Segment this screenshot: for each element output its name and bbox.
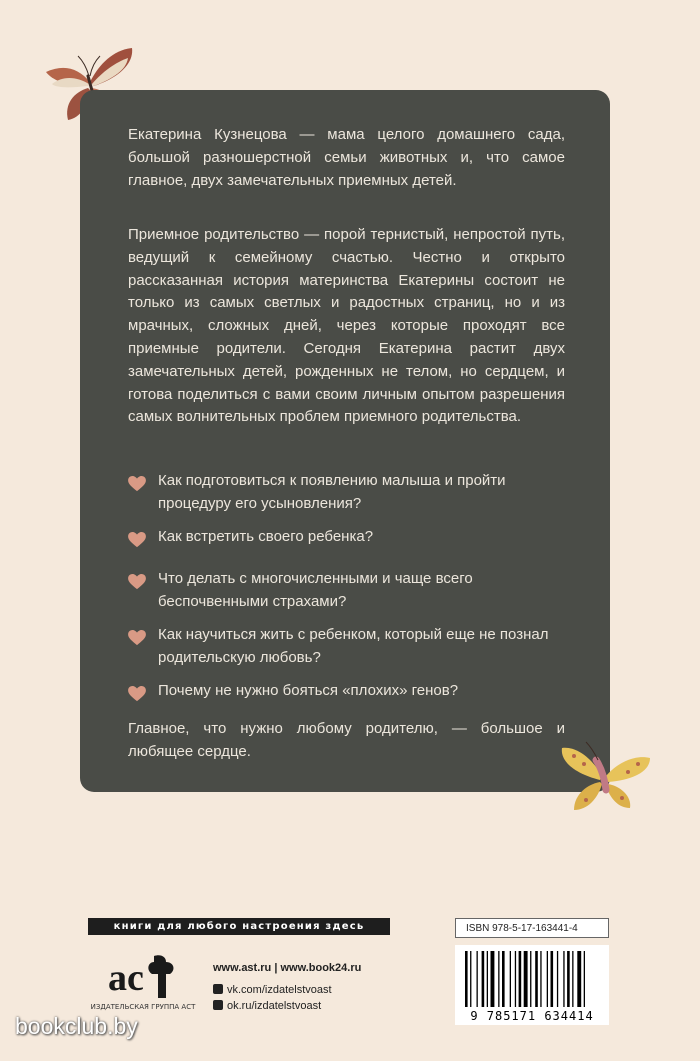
watermark: bookclub.by (15, 1013, 138, 1039)
barcode-bar (502, 951, 505, 1007)
yellow-butterfly-icon (558, 740, 654, 814)
sites-link[interactable]: www.ast.ru | www.book24.ru (213, 962, 362, 974)
barcode-bar (530, 951, 531, 1007)
barcode-bar (557, 951, 558, 1007)
intro-paragraph-2: Приемное родительство — порой тернистый, непростой путь, ведущий к семейному счастью. Честно и открыто рассказанная история материнства Екатерины состоит не только из самых светлых и радостных страниц, но и из мрачных, сложных дней, через которые проходят все приемные родители. Сегодня Екатерина растит двух замечательных детей, рожденных не телом, но сердцем, и готова поделиться с вами своим личным опытом разрешения самых волнительных проблем приемного родительства. (128, 226, 565, 426)
barcode-bar (510, 951, 511, 1007)
heart-icon (128, 532, 146, 548)
heart-icon (128, 574, 146, 590)
barcode-bar (572, 951, 573, 1007)
question-item (128, 624, 568, 670)
ok-link-text: ok.ru/izdatelstvoast (227, 1000, 322, 1012)
barcode-bar (465, 951, 468, 1007)
barcode-bar (470, 951, 471, 1007)
barcode-bar (515, 951, 516, 1007)
question-item (128, 470, 568, 516)
question-item (128, 568, 568, 614)
barcode-bar (535, 951, 538, 1007)
question-text: Почему не нужно бояться «плохих» генов? (158, 682, 459, 699)
publisher-caption: ИЗДАТЕЛЬСКАЯ ГРУППА АСТ (90, 1003, 196, 1011)
question-item (128, 526, 568, 549)
svg-text:ac: ac (108, 957, 144, 999)
barcode-bar (519, 951, 522, 1007)
isbn-label: ISBN 978-5-17-163441-4 (455, 918, 609, 938)
barcode-bar (487, 951, 488, 1007)
barcode-bar (547, 951, 548, 1007)
barcode-digits: 9 785171 634414 (470, 1009, 594, 1023)
heart-icon (128, 476, 146, 492)
question-text: Как подготовиться к появлению малыша и пройти процедуру его усыновления? (158, 472, 506, 512)
barcode-bar (551, 951, 554, 1007)
question-item (128, 680, 568, 703)
ok-icon (213, 1000, 223, 1010)
barcode-bar (567, 951, 570, 1007)
barcode-bar (524, 951, 528, 1007)
barcode (455, 945, 609, 1025)
barcode-bar (584, 951, 585, 1007)
barcode-bar (540, 951, 541, 1007)
barcode-bar (482, 951, 485, 1007)
ok-link[interactable] (213, 1000, 321, 1012)
question-text: Что делать с многочисленными и чаще всего беспочвенными страхами? (158, 570, 473, 610)
barcode-bar (577, 951, 581, 1007)
heart-icon (128, 630, 146, 646)
vk-icon (213, 984, 223, 994)
barcode-bar (491, 951, 495, 1007)
barcode-bar (477, 951, 478, 1007)
tagline-banner: книги для любого настроения здесь (88, 918, 390, 935)
question-text: Как научиться жить с ребенком, который еще не познал родительскую любовь? (158, 626, 549, 666)
closing-paragraph: Главное, что нужно любому родителю, — большое и любящее сердце. (128, 720, 565, 760)
heart-icon (128, 686, 146, 702)
question-text: Как встретить своего ребенка? (158, 528, 374, 545)
vk-link-text: vk.com/izdatelstvoast (227, 984, 332, 996)
barcode-bar (563, 951, 564, 1007)
barcode-bar (498, 951, 499, 1007)
barcode-bars (455, 945, 609, 1009)
vk-link[interactable] (213, 984, 332, 996)
intro-paragraph-1: Екатерина Кузнецова — мама целого домашнего сада, большой разношерстной семьи животных и, что самое главное, двух замечательных приемных детей. (128, 126, 565, 189)
